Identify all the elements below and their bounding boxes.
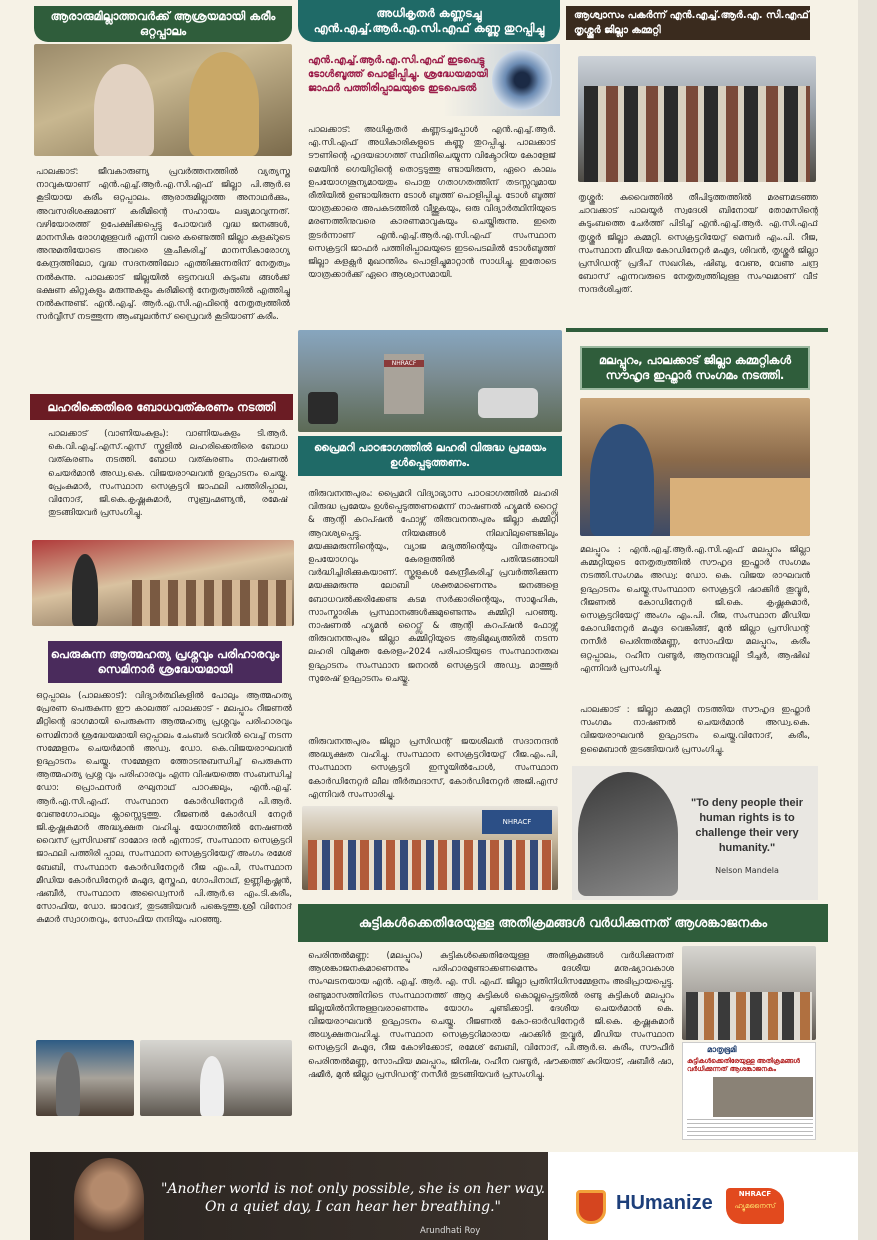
mandela-photo	[578, 772, 678, 896]
audience-rows	[132, 580, 292, 626]
scooter	[308, 392, 338, 424]
article1-body: പാലക്കാട്: ജീവകാരുണ്യ പ്രവർത്തനത്തിൽ വ്യത്യസ്ത നാവുകയാണ് എൻ.എച്ച്.ആർ.എ.സി.എഫ് ജില്ലാ പി.ആർ.ഒ കൂടിയായ കരീം ഒറ്റപ്പാലം. ആരാരുമില്ലാത്ത അനാഥർക്കും, അവസരിശക്കുമാണ് കരീമിന്റെ സഹായം ലഭ്യമാവുന്നത്. വഴിയോരത്ത് ഉപേക്ഷിക്കപ്പെട്ടു പോയവർ വൃദ്ധ ജനങ്ങൾ, മാനസിക രോഗമുള്ളവർ എന്നി വരെ കണ്ടെത്തി ജില്ലാ കളക്റുടെ അനുമതിയോടെ അവരെ ശുചീകരിച്ച് മാനസികാരോഗ്യ കേന്ദ്രത്തിലോ, വൃദ്ധ സദനത്തിലോ എത്തിക്കുന്നതിന് നേതൃത്വം നൽകുന്നു. പാലക്കാട് ജില്ലയിൽ ഒട്ടനവധി കുടുംബ ങ്ങൾക്ക് ഭക്ഷണ കിറ്റുകളും മരുന്നുകളും കരീമിന്റെ നേതൃത്വത്തിൽ എത്തിച്ചു നൽകുന്നുണ്ട്. എൻ.എച്ച്. ആർ.എ.സി.എഫിന്റെ നേതൃത്വത്തിൽ സർവ്വീസ് നടത്തുന്ന ആംബുലൻസ് ഡ്രൈവർ കൂടിയാണ് കരീം.	[36, 167, 290, 323]
badge-top: NHRACF	[738, 1190, 772, 1198]
article7-title-text: മലപ്പുറം, പാലക്കാട് ജില്ലാ കമ്മറ്റികൾ സൗഹൃദ ഇഫ്താർ സംഗമം നടത്തി.	[598, 353, 792, 382]
mandela-author: Nelson Mandela	[715, 866, 779, 875]
clip-headline: കുട്ടികൾക്കെതിരേയുള്ള അതിക്രമങ്ങൾ വർധിക്കുന്നത് ആശങ്കാജനകം	[687, 1057, 800, 1073]
article6-body: തൃശ്ശൂർ: കുവൈത്തിൽ തീപിടുത്തത്തിൽ മരണമടഞ്ഞ ചാവക്കാട് പാലയൂർ സ്വദേശി ബിനോയ് തോമസിന്റെ കുടുംബത്തെ ചേർത്ത് പിടിച്ച് എൻ.എച്ച്.ആർ. എ.സി.എഫ് തൃശ്ശൂർ ജില്ലാ കമ്മറ്റി. സെക്രട്ടറിയേറ്റ് മെമ്പർ എം.പി. റീജ, സംസ്ഥാന മീഡിയ കോഡിനേറ്റർ മഹ്മൂദ, ശിവൻ, തൃശ്ശൂർ ജില്ലാ പ്രസിഡന്റ് പ്രദീപ് സഖറിക, ഷിബു, വേണു, വേണു ചന്ദ്ര ബോസ് എന്നവരുടെ നേതൃത്വത്തിലുള്ള സംഘമാണ് വീട് സന്ദർശിച്ചത്.	[578, 193, 818, 296]
shield-icon	[576, 1190, 606, 1224]
roy-photo	[74, 1158, 144, 1240]
article5-body1: തിരുവനന്തപുരം: പ്രൈമറി വിദ്യാഭ്യാസ പാഠഭാഗത്തിൽ ലഹരി വിരുദ്ധ പ്രമേയം ഉൾപ്പെടുത്തണമെന്ന് നാഷണൽ ഹ്യൂമൻ റൈറ്റ്സ് & ആന്റി കറപ്ഷൻ ഫോഴ്സ് തിരുവനന്തപുരം ജില്ലാ കമ്മിറ്റി ആവശ്യപ്പെട്ടു. നിയമങ്ങൾ നിലവിലുണ്ടെങ്കിലും മയക്കുമരുന്നിന്റെയും, വ്യാജ മദ്യത്തിന്റെയും വിതരണവും ഉപയോഗവും കേരളത്തിൽ പതിന്മടങ്ങായി വർദ്ധിച്ചിരിക്കുകയാണ്. സ്കൂളുകൾ കേന്ദ്രീകരിച്ച് പ്രവർത്തിക്കുന്ന മയക്കുമരുന്നു ലോബി ശക്തമാണെന്നും ജനങ്ങളെ ബോധവൽക്കരിക്കേണ്ട കടമ സർക്കാരിന്റെയും, സാമൂഹിക, സാംസ്കാരിക പ്രസ്ഥാനങ്ങൾക്കുമുണ്ടെന്നും കമ്മിറ്റി പറഞ്ഞു. നാഷണൽ ഹ്യൂമൻ റൈറ്റ്സ് & ആന്റി കറപ്ഷൻ ഫോഴ്സ് തിരുവനന്തപുരം ജില്ലാ കമ്മിറ്റിയുടെ ആഭിമുഖ്യത്തിൽ നടന്ന ലഹരി വിമുക്ത കേരളം-2024 പരിപാടിയുടെ സംസ്ഥാനതല ഉദ്ഘാടനം സംസ്ഥാന ജനറൽ സെക്രട്ടറി അഡ്വ. മാത്തൂർ സുരേഷ് ഉദ്ഘാടനം ചെയ്തു.	[308, 489, 558, 684]
article4-lead: എൻ.എച്ച്.ആർ.എ.സി.എഫ് ഇടപെട്ടു ടോൾബൂത്ത് പൊളിപ്പിച്ചു. ശ്രദ്ധേയമായി ജാഫർ പത്തിരിപ്പാലയുടെ ഇടപെടൽ	[308, 55, 488, 94]
article4-title-text: അധികൃതർ കണ്ണടച്ചു എൻ.എച്ച്.ആർ.എ.സി.എഫ് കണ്ണു തുറപ്പിച്ചു	[313, 6, 545, 35]
article7-photo	[580, 398, 810, 536]
article8-photo	[682, 946, 816, 1040]
speaker-figure-2	[200, 1056, 224, 1116]
article2-title-text: ലഹരിക്കെതിരെ ബോധവത്കരണം നടത്തി	[47, 399, 276, 414]
speaker-figure	[72, 554, 98, 626]
footer-logo-area	[548, 1152, 858, 1240]
article2-photo	[32, 540, 294, 626]
visitors-group	[584, 86, 810, 182]
mandela-quote: "To deny people their human rights is to challenge their very humanity."	[691, 797, 803, 854]
footer-banner	[30, 1152, 548, 1240]
article2-title	[30, 394, 293, 420]
footer-author: Arundhati Roy	[420, 1226, 481, 1236]
article3-photo-1	[36, 1040, 134, 1116]
article4-body: പാലക്കാട്: അധികൃതർ കണ്ണടച്ചപ്പോൾ എൻ.എച്ച്.ആർ. എ.സി.എഫ് അധികാരികളുടെ കണ്ണു തുറപ്പിച്ചു. പാലക്കാട് ടൗണിന്റെ ഹൃദയഭാഗത്ത് സ്ഥിതിചെയ്യുന്ന വിക്ടോറിയ കോളേജ് മെയിൻ ഗെയിറ്റിന്റെ തൊട്ടടുത്തു ണ്ടായിരുന്ന, ഏറെ കാലം ഉപയോഗശൂന്യമായതും പൊതു ഗതാഗതത്തിന് തടസ്സവുമായ രീതിയിൽ ഉണ്ടായിരുന്ന ടോൾ ബൂത്ത് പൊളിപ്പിച്ചു. ടോൾ ബൂത്ത് യാത്രക്കാരെ അപകടത്തിൽ വീഴ്ത്തുകയും, ഒരു വിദ്യാർത്ഥിനിയുടെ മരണത്തിനുവരെ കാരണമാവുകയും ചെയ്തിരുന്നു. ഇതെ തുടർന്നാണ് എൻ.എച്ച്.ആർ.എ.സി.എഫ് സംസ്ഥാന സെക്രട്ടറി ജാഫർ പത്തിരിപ്പാലയുടെ ഇടപെടലിൽ ടോൾബൂത്ത് ജില്ലാ കളക്റ്റർ മുഖാന്തിരം പൊളിച്ചുമാറ്റാൻ സാധിച്ചു. ഇതോടെ യാത്രക്കാർക്ക് ഏറെ ആശ്വാസമായി.	[308, 125, 556, 281]
article8-title	[298, 904, 828, 942]
article7-body: മലപ്പുറം : എൻ.എച്ച്.ആർ.എ.സി.എഫ് മലപ്പുറം ജില്ലാ കമ്മറ്റിയുടെ നേതൃത്വത്തിൽ സൗഹൃദ ഇഫ്താർ സംഗമം നടത്തി.സംഗമം അഡ്വ: ഡോ. കെ. വിജയ രാഘവൻ ഉദ്ഘാടനം ചെയ്തു.സംസ്ഥാന സെക്രട്ടറി ഷാക്കിർ തൂവ്വൂർ, റീജണൽ കോഡിനേറ്റർ ജി.കെ. കൃഷ്ണകുമാർ, സെക്രട്ടറിയേറ്റ് അംഗം എം.പി. റീജ, സംസ്ഥാന മീഡിയ കോഡിനേറ്റർ മഹ്മൂദ വെങ്കിങ്ങ്, മുൻ ജില്ലാ പ്രസിഡന്റ് നസീർ പെരിന്തൽമണ്ണ, സോഫിയ മലപ്പുറം, കരീം ഒറ്റപ്പാലം, റഹീന വണ്ടൂർ, ആനന്ദവല്ലി ടീച്ചർ, ആഷിഖ് എന്നിവർ പ്രസംഗിച്ചു.	[580, 545, 810, 674]
seminar-banner: NHRACF	[482, 810, 552, 834]
article5-title	[298, 436, 562, 476]
article6-title-text: ആശ്വാസം പകർന്ന് എൻ.എച്ച്.ആർ.എ. സി.എഫ് തൃശ്ശൂർ ജില്ലാ കമ്മറ്റി	[574, 10, 809, 36]
article3-photo-2	[140, 1040, 292, 1116]
article1-photo	[34, 44, 292, 156]
mandela-quote-box	[572, 766, 818, 900]
person-figure-2	[94, 64, 154, 156]
article4-photo	[298, 330, 562, 432]
article5-title-text: പ്രൈമറി പാഠഭാഗത്തിൽ ലഹരി വിരുദ്ധ പ്രമേയം ഉൾപ്പെടുത്തണം.	[313, 442, 546, 469]
footer-quote: "Another world is not only possible, she is on her way. On a quiet day, I can hear her breathing."	[160, 1181, 546, 1215]
article2-body: പാലക്കാട് (വാണിയംകുളം): വാണിയംകുളം ടി.ആർ. കെ.വി.എച്ച്.എസ്.എസ് സ്കൂളിൽ ലഹരിക്കെതിരെ ബോധ വത്കരണം നടത്തി. ബോധ വത്കരണം നാഷണൽ ചെയർമാൻ അഡ്വ.കെ. വിജയരാഘവൻ ഉദ്ഘാടനം ചെയ്തു. പ്രേംകുമാർ, സംസ്ഥാന സെക്രട്ടറി ജാഫലി പത്തിരിപ്പാല, വിനോദ്, ജി.കെ.കൃഷ്ണകുമാർ, സുബ്രഹ്മണ്യൻ, രമേഷ് തുടങ്ങിയവർ പ്രസംഗിച്ചു.	[48, 429, 288, 519]
humanize-logo: HUmanize	[616, 1192, 713, 1214]
person-figure	[189, 52, 259, 156]
article3-body: ഒറ്റപ്പാലം (പാലക്കാട്): വിദ്യാർത്ഥികളിൽ പോലും ആത്മഹത്യ പ്രേരണ പെരുകുന്ന ഈ കാലത്ത് പാലക്കാട് - മലപ്പുറം റീജണൽ മീറ്റിന്റെ ഭാഗമായി പെരുകുന്ന ആത്മഹത്യ പ്രശ്നവും പരിഹാരവും സെമിനാർ ശ്രദ്ധേയമായി ഒറ്റപ്പാലം ചേംബർ ടവറിൽ വെച്ച് നടന്ന സമ്മേളനം ചെയർമാൻ അഡ്വ. ഡോ. കെ.വിജയരാഘവൻ ഉദ്ഘാടനം ചെയ്തു. സമ്മേളന ത്തോടനുബന്ധിച്ച് പെരുകുന്ന ആത്മഹത്യ പ്രശ്ന വും പരിഹാരവും എന്ന വിഷയത്തെ സംബന്ധിച്ച് ഡോ: പ്രൊഫസർ രഘുനാഥ് പാറക്കലും, എൻ.എച്ച്. ആർ.എ.സി.എഫ്. സംസ്ഥാന കോർഡിനേറ്റർ പി.ആർ. വേണുഗോപാലും ക്ലാസ്സെടുത്തു. റീജണൽ കോർഡി നേറ്റർ ജി.കൃഷ്ണകുമാർ അദ്ധ്യക്ഷത വഹിച്ചു. യോഗത്തിൽ നേഷണൽ വൈസ് പ്രസിഡണ്ട് ദാമോദ രൻ എന്നാട്, സംസ്ഥാന സെക്രട്ടറി ജാഫലി പത്തിരി പ്പാല, സംസ്ഥാന സെക്രട്ടറിയേറ്റ് അംഗം രമേശ് ബേബി, സംസ്ഥാന കോർഡിനേറ്റർ റീജ എം.പി, സംസ്ഥാന മീഡിയ കോർഡിനേറ്റർ മഹ്മൂദ, മുസ്തഫ, ഗോപിനാഥ്, ഉണ്ണികൃഷ്ണൻ, ഷബീർ, സംസ്ഥാന അഡ്വൈസർ പി.ആർ.ഒ എം.ടി.കരീം, സോഫിയ, ഡോ. ജാവേദ്, തുടങ്ങിയവർ പങ്കെടുത്തു.ശ്രീ വിനോദ് കുമാർ സ്വാഗതവും, സോഫിയ നന്ദിയും പറഞ്ഞു.	[36, 691, 292, 926]
speaker-figure	[56, 1052, 80, 1116]
article5-body2: തിരുവനന്തപുരം ജില്ലാ പ്രസിഡന്റ് ജയശീലൻ സദാനന്ദൻ അദ്ധ്യക്ഷത വഹിച്ചു. സംസ്ഥാന സെക്രട്ടറിയേറ്റ് റീജ.എം.പി, സംസ്ഥാന സെക്രട്ടറി ഇസ്മയിൽപോൾ, സംസ്ഥാന കോർഡിനേറ്റർ ലീല തീർത്ഥദാസ്, കോർഡിനേറ്റർ അജി.എസ് എന്നിവർ സംസാരിച്ചു.	[308, 737, 558, 800]
humanize-badge	[726, 1188, 784, 1224]
group-people	[308, 840, 552, 890]
newspaper-clipping	[682, 1042, 816, 1140]
badge-bottom: ഹ്യൂമനൈസ്	[734, 1202, 776, 1210]
article6-title	[566, 6, 810, 40]
article8-body: പെരിന്തൽമണ്ണ: (മലപ്പുറം) കുട്ടികൾക്കെതിരേയുള്ള അതിക്രമങ്ങൾ വർധിക്കുന്നത് ആശങ്കാജനകമാണെന്നും പരിഹാരമുണ്ടാക്കണമെന്നും ദേശീയ മനുഷ്യാവകാശ സംഘടനയായ എൻ. എച്ച്. ആർ. എ. സി. എഫ്. ജില്ലാ പ്രതിനിധിസമ്മേളനം അഭിപ്രായപ്പെട്ടു. രണ്ടുമാസത്തിനിടെ സംസ്ഥാനത്ത് ആറു കുട്ടികൾ കൊല്ലപ്പെട്ടതിൽ രണ്ടു കുട്ടികൾ മലപ്പുറം ജില്ലയിൽനിന്നുള്ളവരാണെന്നും യോഗം ചൂണ്ടിക്കാട്ടി. ദേശീയ ചെയർമാൻ കെ. വിജയരാഘവൻ ഉദ്ഘാടനം ചെയ്തു. റീജണൽ കോ-ഓർഡിനേറ്റർ ജി.കെ. കൃഷ്ണകുമാർ അധ്യക്ഷതവഹിച്ചു. സംസ്ഥാന സെക്രട്ടറിമാരായ ഷാക്കിർ തുവ്വൂർ, മീഡിയ സംസ്ഥാന സെക്രട്ടറി മഹ്മൂദ, റീജ കോഴിക്കോട്, രമേശ് ബേബി, വിനോദ്, പി.ആർ.ഒ. കരീം, സൗഫീർ പെരിന്തൽമണ്ണ, സോഫിയ മലപ്പുറം, ജിനിഷ, റഹീന വണ്ടൂർ, ഷൗക്കത്ത് കുറിയാട്, ഷബീർ ഷാ, ഷമീർ, മുൻ ജില്ലാ പ്രസിഡന്റ് നസീർ തുടങ്ങിയവർ പ്രസംഗിച്ചു.	[308, 951, 674, 1080]
article1-title-text: ആരാരുമില്ലാത്തവർക്ക് ആശ്രയമായി കരീം ഒറ്റപ്പാലം	[50, 9, 276, 38]
article1-title	[34, 6, 292, 42]
article6-photo	[578, 56, 816, 182]
divider-line	[566, 328, 828, 332]
article7-body2: പാലക്കാട് : ജില്ലാ കമ്മറ്റി നടത്തിയ സൗഹൃദ ഇഫ്താർ സംഗമം നാഷണൽ ചെയർമാൻ അഡ്വ.കെ. വിജയരാഘവൻ ഉദ്ഘാടനം ചെയ്തു.വിനോദ്, കരീം, ഉമൈബാൻ തുടങ്ങിയവർ പ്രസംഗിച്ചു.	[580, 705, 810, 755]
article7-title	[580, 346, 810, 390]
article8-title-text: കുട്ടികൾക്കെതിരേയുള്ള അതിക്രമങ്ങൾ വർധിക്കുന്നത് ആശങ്കാജനകം	[358, 915, 768, 931]
clip-text	[687, 1119, 813, 1137]
article4-lead-box	[300, 44, 560, 116]
booth-banner: NHRACF	[384, 360, 424, 367]
car	[478, 388, 538, 418]
person-figure	[590, 424, 654, 536]
clip-brand: മാതൃഭൂമി	[707, 1045, 737, 1054]
article4-title	[298, 0, 560, 42]
article3-title-text: പെരുകുന്ന ആത്മഹത്യ പ്രശ്നവും പരിഹാരവും സെമിനാർ ശ്രദ്ധേയമായി	[50, 647, 280, 676]
clip-photo	[713, 1077, 813, 1117]
meeting-group	[686, 992, 812, 1040]
article5-photo	[302, 806, 558, 890]
page-right-edge	[858, 0, 877, 1240]
dining-table	[670, 478, 810, 536]
article3-title	[48, 641, 282, 683]
